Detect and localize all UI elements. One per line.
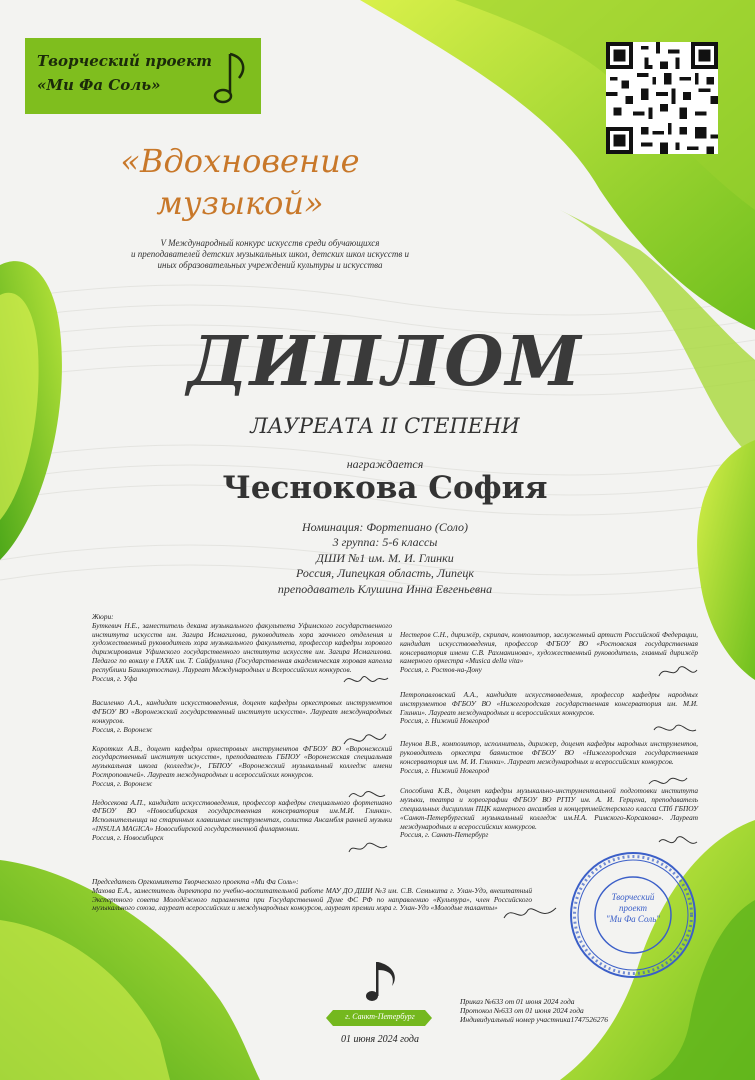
recipient-name: Чеснокова София [222,470,548,506]
stamp-text: Творческий [611,892,655,902]
contest-desc-line: V Международный конкурс искусств среди обучающихся [160,238,380,248]
contest-description [80,238,460,271]
jury-location: Россия, г. Нижний Новгород [400,716,490,726]
issue-date: 01 июня 2024 года [341,1034,419,1045]
jury-member: Василенко А.А., кандидат искусствоведения, доцент кафедры оркестровых инструментов ФГБОУ ВО «Воронежский государственный институт искусств». Лауреат международных конкурсов. [92,698,392,725]
jury-member: Петропавловский А.А., кандидат искусствоведения, профессор кафедры народных инструментов ФГБОУ ВО «Нижегородская государственная консерватория им. М.И. Глинки». Лауреат международных и всероссийских конкурсов. [400,689,698,717]
brand-name-line2: «Ми Фа Соль» [37,76,161,94]
brand-name-line1: Творческий проект [37,52,213,70]
music-note-icon [211,48,251,108]
jury-member: Пеунов В.В., композитор, исполнитель, дирижер, доцент кафедры народных инструментов, руководитель оркестра баянистов ФГБОУ ВО «Нижегородская государственная консерватория им. М. И. Глинки». Лауреат международных и всероссийских конкурсов. [400,739,698,766]
chairman-text: Махова Е.А., заместитель директора по учебно-воспитательной работе МАУ ДО ДШИ №3 им. С.В. Семькита г. Улан-Удэ, внештатный Экспертного совета Молодёжного парламента при Государственной Думе ФС РФ по направлению «Культура», член Российского музыкального союза, лауреат всероссийских и международных конкурсов, лауреат премии мэра г. Улан-Удэ «Молодые таланты» [92,885,532,913]
brand-badge [25,38,261,114]
order-info [460,997,720,1024]
contest-desc-line: иных образовательных учреждений культуры и искусства [157,260,383,270]
contest-title [80,140,400,224]
signature-image [345,838,390,860]
jury-member: Нестеров С.Н., дирижёр, скрипач, композитор, заслуженный артист Российской Федерации, кандидат искусствоведения, профессор ФГБОУ ВО «Ростовская государственная консерватория имени С.В. Рахманинова», художественный руководитель, главный дирижёр камерного оркестра «Musica della vita» [400,630,698,666]
chairman-label: Председатель Оргкомитета Творческого проекта «Ми Фа Соль»: [92,877,299,886]
detail-nomination: Номинация: Фортепиано (Соло) [302,520,468,534]
jury-location: Россия, г. Новосибирск [92,832,164,842]
order-line: Приказ №633 от 01 июня 2024 года [460,997,575,1006]
signature-image [500,900,560,928]
jury-member: Буткевич Н.Е., заместитель декана музыкального факультета Уфимского государственного института искусств им. Загира Исмагилова, руководитель хора заочного отделения и художественный руководитель хора музыкального факультета, профессор кафедры хорового дирижирования Уфимского государственного института искусств им. Загира Исмагилова. Педагог по вокалу в ГАХК им. Т. Сайфуллина (Государственная академическая хоровая капелла республики Башкортостан). Лауреат Международных и Всероссийских конкурсов. [92,620,392,674]
city-ribbon-text: г. Санкт-Петербург [345,1012,415,1021]
jury-member: Короткиx А.В., доцент кафедры оркестровых инструментов ФГБОУ ВО «Воронежский государственный институт искусств», преподаватель ГБПОУ «Воронежская специальная музыкальная школа (колледж)», ГБПОУ «Воронежский музыкальный колледж имени Ростроповичей». Лауреат международных и всероссийских конкурсов. [92,743,392,779]
signature-image [340,668,390,692]
official-stamp [568,850,698,980]
stamp-text: "Ми Фа Соль" [605,914,661,924]
signature-image [655,660,700,684]
degree-heading: ЛАУРЕАТА II СТЕПЕНИ [250,414,520,438]
stamp-text: проект [618,903,648,913]
signature-image [340,728,390,752]
jury-member: Недосекова А.П., кандидат искусствоведения, профессор кафедры специального фортепиано ФГБОУ ВО «Новосибирская государственная консерватория им.М.И. Глинки». Исполнительница на старинных клавишных инструментах, солистка Ансамбля ранней музыки «INSULA MAGICA» Новосибирской государственной филармонии. [92,797,392,833]
jury-member: Способина К.В., доцент кафедры музыкально-инструментальной подготовки института музыки, театра и хореографии ФГБОУ ВО РГПУ им. А. И. Герцена, преподаватель специальных дисциплин ПЦК камерного ансамбля и концертмейстерского класса СПб ГБПОУ «Санкт-Петербургский музыкальный колледж им.Н.А. Римского-Корсакова». Лауреат международных и всероссийских конкурсов. [400,786,698,831]
signature-image [650,718,698,742]
jury-location: Россия, г. Нижний Новгород [400,765,490,775]
signature-image [345,785,390,807]
jury-location: Россия, г. Уфа [92,673,138,683]
jury-label: Жюри: [92,612,114,621]
nomination-details [120,520,650,597]
detail-school: ДШИ №1 им. М. И. Глинки [316,550,454,565]
detail-group: 3 группа: 5-6 классы [332,535,438,550]
jury-location: Россия, г. Ростов-на-Дону [400,665,482,675]
protocol-line: Протокол №633 от 01 июня 2024 года [460,1006,584,1015]
diploma-heading: ДИПЛОМ [187,322,583,402]
awarded-label: награждается [346,457,424,471]
qr-code [606,42,718,154]
detail-location: Россия, Липецкая область, Липецк [296,566,474,581]
contest-title-line2: музыкой» [156,184,324,222]
jury-location: Россия, г. Санкт-Петербург [400,830,489,840]
signature-image [645,770,690,794]
chairman-block [92,878,532,913]
detail-teacher: преподаватель Клушина Инна Евгеньевна [277,581,493,596]
participant-number: Индивидуальный номер участника1747526276 [460,1015,608,1024]
jury-location: Россия, г. Воронеж [92,778,153,788]
contest-title-line1: «Вдохновение [120,142,360,180]
contest-desc-line: и преподавателей детских музыкальных школ, детских школ искусств и [130,249,409,259]
jury-location: Россия, г. Воронеж [92,724,153,734]
